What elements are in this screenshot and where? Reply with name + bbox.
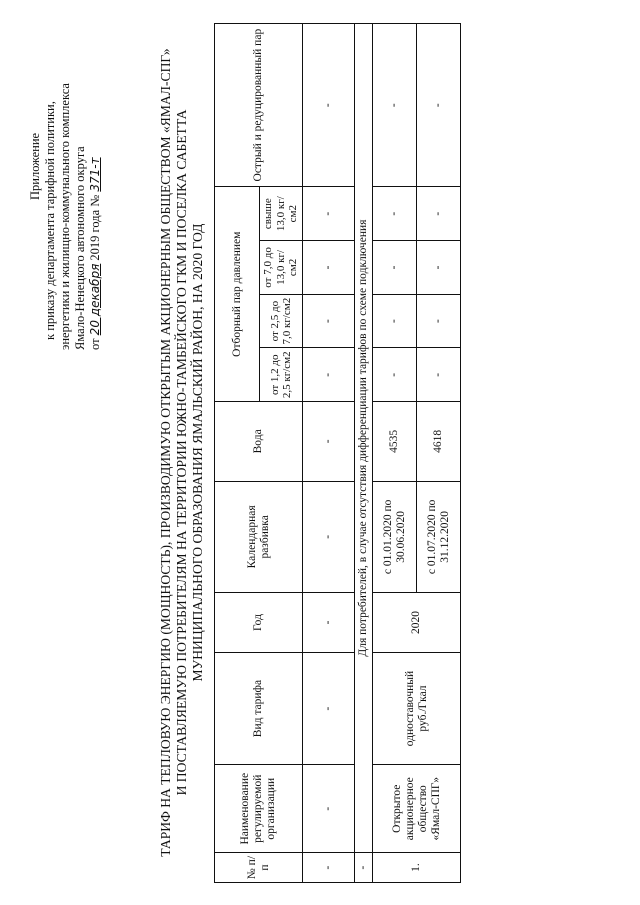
dash-cell: - (417, 241, 461, 295)
header-sharp-steam: Острый и редуцированный пар (215, 24, 303, 187)
table-row (373, 24, 417, 883)
dash-cell: - (417, 24, 461, 187)
annex-date-line (88, 20, 103, 350)
dash-cell: - (373, 187, 417, 241)
dash-cell: - (417, 348, 461, 402)
row-calendar-2: с 01.07.2020 по 31.12.2020 (417, 481, 461, 593)
annex-block (28, 20, 103, 350)
dash-cell: - (303, 187, 355, 241)
title-line-2: И ПОСТАВЛЯЕМУЮ ПОТРЕБИТЕЛЯМ НА ТЕРРИТОРИИ ЮЖНО-ТАМБЕЙСКОГО ГКМ И ПОСЕЛКА САБЕТТА (174, 109, 189, 796)
dash-row (303, 24, 355, 883)
note-row (355, 24, 373, 883)
dash-cell: - (373, 24, 417, 187)
dash-cell: - (417, 187, 461, 241)
annex-year: 2019 года № (88, 194, 102, 261)
annex-line-department: энергетики и жилищно-коммунального комплекса (58, 83, 72, 350)
row-water-2: 4618 (417, 402, 461, 481)
dash-cell: - (373, 294, 417, 348)
row-year: 2020 (373, 593, 461, 653)
dash-cell: - (303, 402, 355, 481)
header-calendar: Календарная разбивка (215, 481, 303, 593)
header-steam-4: свыше 13,0 кг/см2 (260, 187, 303, 241)
header-steam-3: от 7,0 до 13,0 кг/см2 (260, 241, 303, 295)
title-line-3: МУНИЦИПАЛЬНОГО ОБРАЗОВАНИЯ ЯМАЛЬСКИЙ РАЙОН, НА 2020 ГОД (190, 223, 205, 682)
dash-cell: - (303, 853, 355, 883)
header-year: Год (215, 593, 303, 653)
dash-cell: - (303, 24, 355, 187)
dash-cell: - (303, 481, 355, 593)
dash-cell: - (303, 241, 355, 295)
annex-date-prefix: от (88, 338, 102, 350)
row-water-1: 4535 (373, 402, 417, 481)
header-num: № п/п (215, 853, 303, 883)
handwritten-date: 20 декабря (88, 263, 102, 336)
dash-cell: - (355, 853, 373, 883)
document-title (158, 10, 206, 895)
dash-cell: - (303, 348, 355, 402)
dash-cell: - (303, 294, 355, 348)
header-steam: Отборный пар давлением (215, 187, 260, 402)
header-water: Вода (215, 402, 303, 481)
dash-cell: - (303, 765, 355, 853)
header-kind: Вид тарифа (215, 652, 303, 764)
header-org: Наименование регулируемой организации (215, 765, 303, 853)
dash-cell: - (303, 593, 355, 653)
dash-cell: - (373, 348, 417, 402)
dash-cell: - (373, 241, 417, 295)
header-steam-2: от 2,5 до 7,0 кг/см2 (260, 294, 303, 348)
row-org: Открытое акционерное общество «Ямал-СПГ» (373, 765, 461, 853)
annex-line-order: к приказу департамента тарифной политики, (43, 101, 57, 340)
handwritten-number: 371-т (88, 157, 102, 192)
tariff-table (214, 23, 461, 883)
row-num: 1. (373, 853, 461, 883)
annex-heading: Приложение (28, 132, 42, 200)
row-kind: одноставочный руб./Гкал (373, 652, 461, 764)
dash-cell: - (303, 652, 355, 764)
annex-line-region: Ямало-Ненецкого автономного округа (73, 146, 87, 350)
note-text: Для потребителей, в случае отсутствия дифференциации тарифов по схеме подключения (355, 24, 373, 853)
title-line-1: ТАРИФ НА ТЕПЛОВУЮ ЭНЕРГИЮ (МОЩНОСТЬ), ПРОИЗВОДИМУЮ ОТКРЫТЫМ АКЦИОНЕРНЫМ ОБЩЕСТВОМ «ЯМАЛ-СПГ» (158, 48, 173, 857)
row-calendar-1: с 01.01.2020 по 30.06.2020 (373, 481, 417, 593)
dash-cell: - (417, 294, 461, 348)
header-row (215, 24, 260, 883)
header-steam-1: от 1,2 до 2,5 кг/см2 (260, 348, 303, 402)
